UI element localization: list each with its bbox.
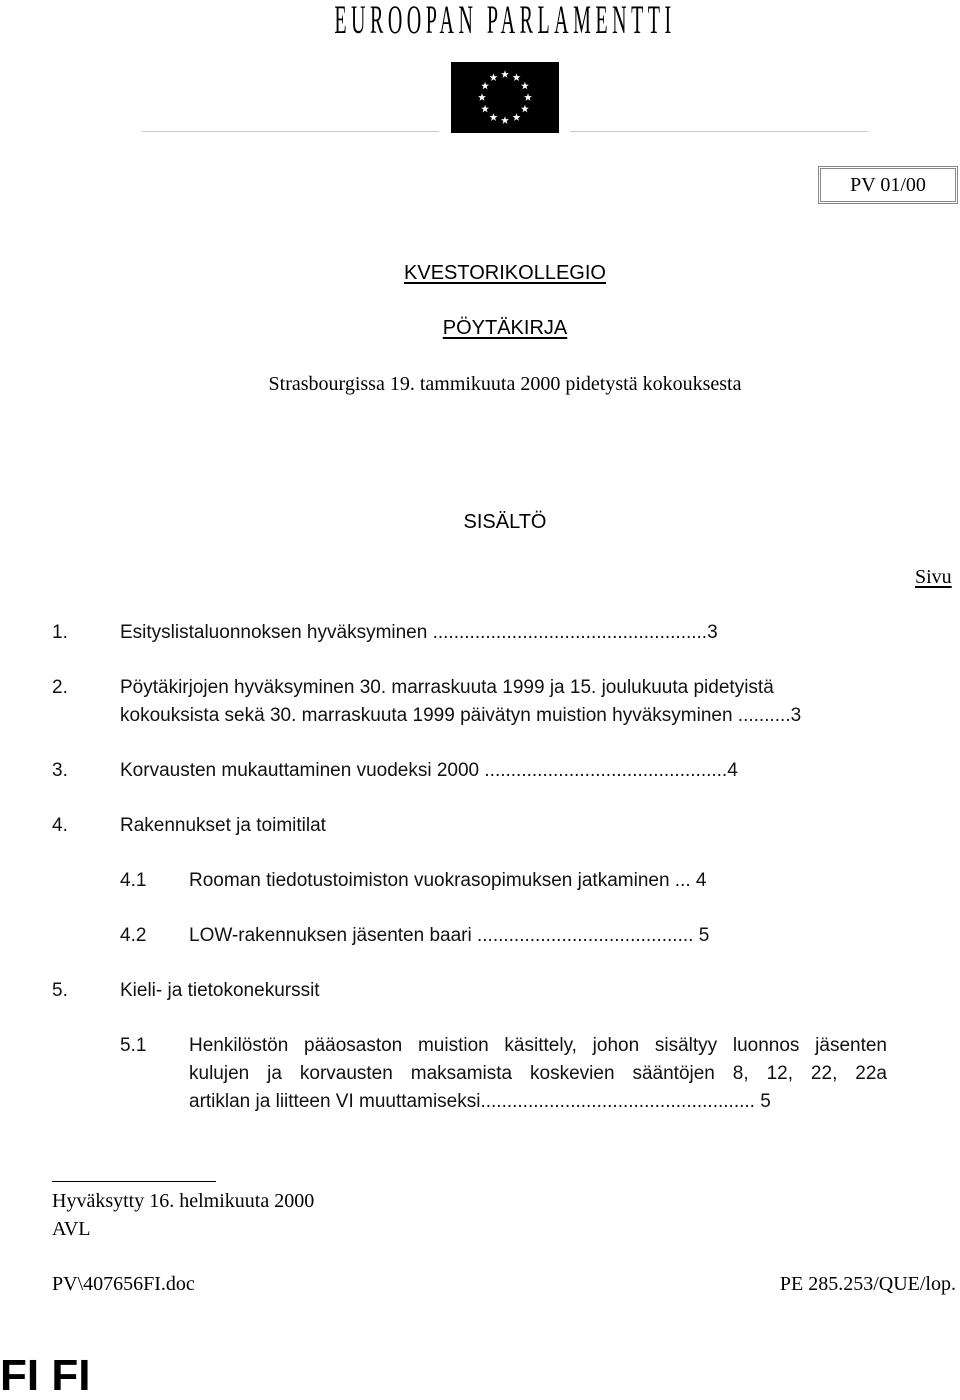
language-mark: FI FI bbox=[0, 1351, 91, 1400]
star-icon bbox=[524, 93, 532, 101]
star-icon bbox=[490, 73, 498, 81]
star-icon bbox=[501, 70, 509, 78]
institution-title: EUROOPAN PARLAMENTTI bbox=[334, 0, 676, 42]
star-icon bbox=[521, 82, 529, 90]
header-rule-right bbox=[570, 131, 868, 132]
unit-code: AVL bbox=[52, 1218, 91, 1240]
star-icon bbox=[478, 93, 486, 101]
toc-item-number: 2. bbox=[52, 677, 68, 698]
toc-item-text: Rakennukset ja toimitilat bbox=[120, 815, 326, 836]
toc-item-text: Kieli- ja tietokonekurssit bbox=[120, 980, 320, 1001]
pe-number: PE 285.253/QUE/lop. bbox=[779, 1273, 956, 1295]
toc-item-text: Esityslistaluonnoksen hyväksyminen ....................................................3 bbox=[120, 622, 718, 643]
star-icon bbox=[501, 116, 509, 124]
approval-date: Hyväksytty 16. helmikuuta 2000 bbox=[52, 1190, 315, 1212]
contents-heading: SISÄLTÖ bbox=[463, 511, 547, 533]
toc-subitem-text: LOW-rakennuksen jäsenten baari ......................................... 5 bbox=[189, 925, 710, 946]
header-rule-left bbox=[142, 131, 439, 132]
meeting-description: Strasbourgissa 19. tammikuuta 2000 pidetystä kokouksesta bbox=[268, 373, 742, 395]
committee-title: KVESTORIKOLLEGIO bbox=[404, 262, 606, 284]
toc-item-number: 5. bbox=[52, 980, 68, 1001]
file-name: PV\407656FI.doc bbox=[52, 1273, 195, 1295]
toc-subitem-number: 4.2 bbox=[120, 925, 147, 946]
page-column-label: Sivu bbox=[915, 566, 952, 588]
star-icon bbox=[521, 105, 529, 113]
toc-subitem-text: Rooman tiedotustoimiston vuokrasopimuksen jatkaminen ... 4 bbox=[189, 870, 707, 891]
toc-subitem-number: 4.1 bbox=[120, 870, 147, 891]
toc-item-number: 3. bbox=[52, 760, 68, 781]
toc-item-text: kokouksista sekä 30. marraskuuta 1999 päivätyn muistion hyväksyminen ..........3 bbox=[120, 705, 802, 726]
star-icon bbox=[481, 105, 489, 113]
star-icon bbox=[490, 113, 498, 121]
star-icon bbox=[513, 73, 521, 81]
toc-subitem-number: 5.1 bbox=[120, 1035, 147, 1056]
toc-item-number: 4. bbox=[52, 815, 68, 836]
eu-stars-icon bbox=[451, 62, 559, 133]
eu-flag-logo bbox=[451, 62, 559, 133]
star-icon bbox=[513, 113, 521, 121]
document-type: PÖYTÄKIRJA bbox=[442, 317, 568, 339]
document-reference: PV 01/00 bbox=[818, 166, 958, 204]
toc-subitem-text: kulujen ja korvausten maksamista koskevien sääntöjen 8, 12, 22, 22a bbox=[189, 1063, 887, 1084]
footer-rule bbox=[52, 1181, 216, 1182]
toc-item-number: 1. bbox=[52, 622, 68, 643]
star-icon bbox=[481, 82, 489, 90]
toc-subitem-text: Henkilöstön pääosaston muistion käsittely, johon sisältyy luonnos jäsenten bbox=[189, 1035, 887, 1056]
toc-item-text: Korvausten mukauttaminen vuodeksi 2000 ..............................................4 bbox=[120, 760, 738, 781]
toc-item-text: Pöytäkirjojen hyväksyminen 30. marraskuuta 1999 ja 15. joulukuuta pidetyistä bbox=[120, 677, 774, 698]
toc-subitem-text: artiklan ja liitteen VI muuttamiseksi.................................................... 5 bbox=[189, 1091, 771, 1112]
